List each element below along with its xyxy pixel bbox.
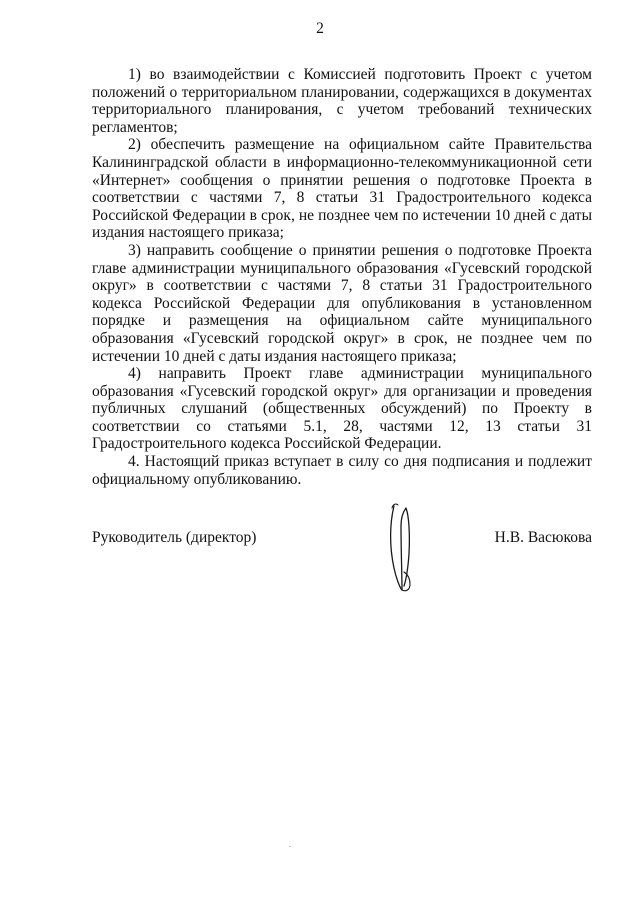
- paragraph-item-2: 2) обеспечить размещение на официальном сайте Правительства Калининградской области в информационно-телекоммуникационной сети «Интернет» сообщения о принятии решения о подготовке Проекта в соответствии с частями 7, 8 статьи 31 Градостроительного кодекса Российской Федерации в срок, не позднее чем по истечении 10 дней с даты издания настоящего приказа;: [92, 136, 592, 242]
- signer-title: Руководитель (директор): [92, 529, 257, 546]
- scan-speck: [289, 846, 291, 847]
- document-body: [92, 66, 592, 488]
- signer-name: Н.В. Васюкова: [494, 529, 592, 546]
- handwritten-signature: [380, 500, 425, 595]
- paragraph-clause-4: 4. Настоящий приказ вступает в силу со дня подписания и подлежит официальному опубликованию.: [92, 453, 592, 488]
- paragraph-item-1: 1) во взаимодействии с Комиссией подготовить Проект с учетом положений о территориальном планировании, содержащихся в документах территориального планирования, с учетом требований технических регламентов;: [92, 66, 592, 136]
- signature-block: [92, 529, 592, 549]
- paragraph-item-4: 4) направить Проект главе администрации муниципального образования «Гусевский городской округ» для организации и проведения публичных слушаний (общественных обсуждений) по Проекту в соответствии со статьями 5.1, 28, частями 12, 13 статьи 31 Градостроительного кодекса Российской Федерации.: [92, 365, 592, 453]
- page-number: 2: [316, 20, 324, 37]
- paragraph-item-3: 3) направить сообщение о принятии решения о подготовке Проекта главе администрации муниципального образования «Гусевский городской округ» в соответствии с частями 7, 8 статьи 31 Градостроительного кодекса Российской Федерации для опубликования в установленном порядке и размещения на официальном сайте муниципального образования «Гусевский городской округ» в срок, не позднее чем по истечении 10 дней с даты издания настоящего приказа;: [92, 241, 592, 365]
